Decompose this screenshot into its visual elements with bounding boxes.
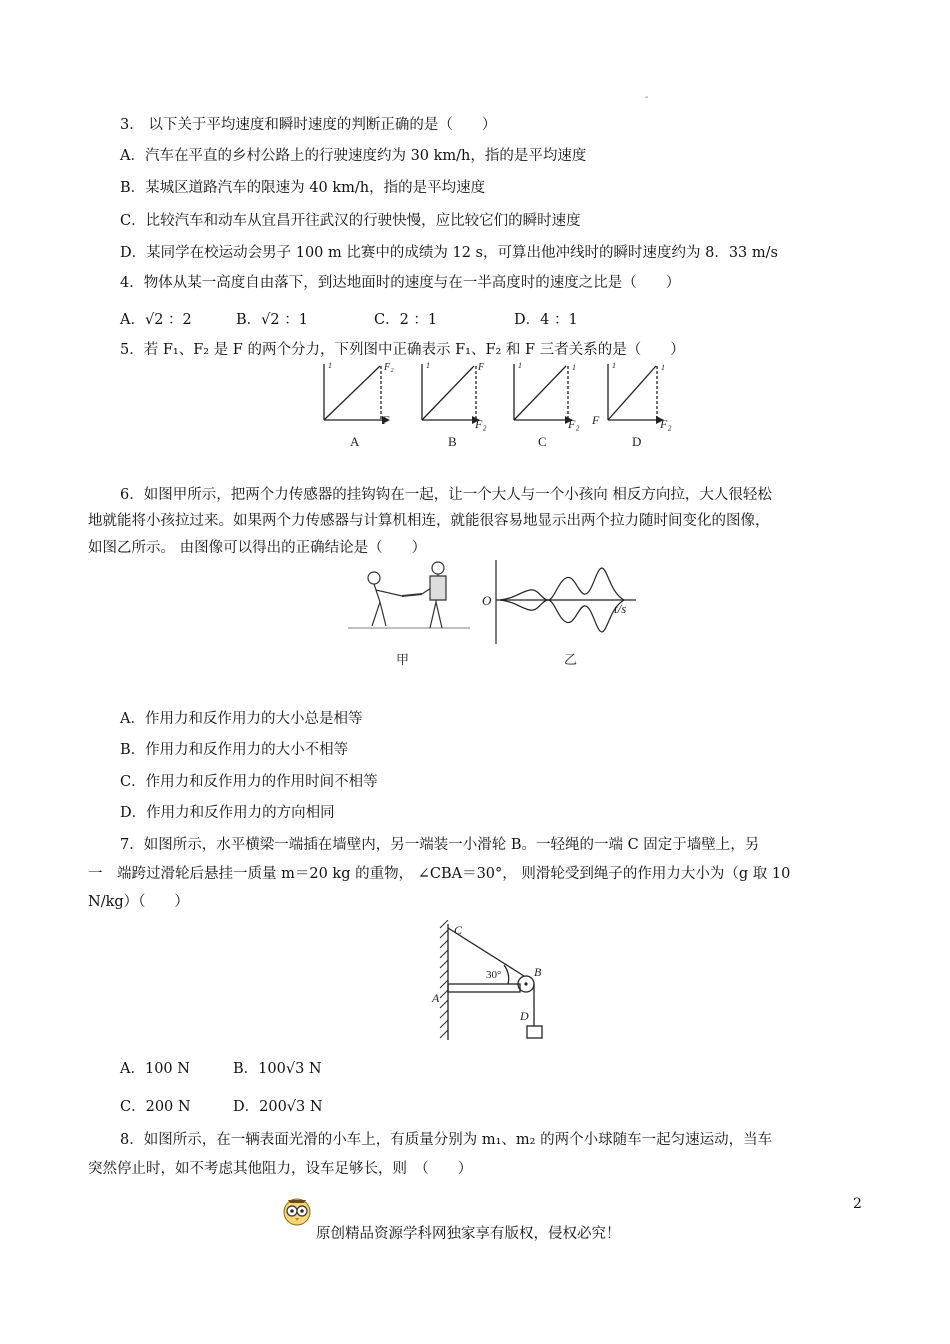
graph-origin: O <box>482 593 492 608</box>
q3-option-d: D．某同学在校运动会男子 100 m 比赛中的成绩为 12 s，可算出他冲线时的瞬时速度约为 8．33 m/s <box>120 245 778 261</box>
q5-figure <box>310 360 680 455</box>
q3-option-b: B．某城区道路汽车的限速为 40 km/h，指的是平均速度 <box>120 180 486 196</box>
q3-option-a: A．汽车在平直的乡村公路上的行驶速度约为 30 km/h，指的是平均速度 <box>120 148 587 164</box>
graph-lower-curve <box>500 600 627 632</box>
graph-b-top-label: F <box>478 362 485 373</box>
graph-d-letter: D <box>632 434 642 449</box>
graph-d-resultant <box>608 366 656 420</box>
label-a: A <box>432 991 440 1005</box>
graph-d-axis-top: 1 <box>612 361 616 370</box>
graph-a-axis-top: 1 <box>328 361 332 370</box>
q4-option-c: C．2 ：1 <box>374 312 438 328</box>
owl-logo-icon <box>282 1196 312 1230</box>
q6-option-d: D．作用力和反作用力的方向相同 <box>120 805 335 821</box>
q5-graphs-svg <box>310 360 680 455</box>
copyright-footer: 原创精品资源学科网独家享有版权，侵权必究！ <box>316 1226 621 1242</box>
graph-a-resultant <box>324 366 380 420</box>
adult-shirt <box>430 576 446 600</box>
q6-stem-line-2: 地就能将小孩拉过来。如果两个力传感器与计算机相连，就能很容易地显示出两个拉力随时间变化的图像， <box>88 513 770 529</box>
q7-stem-line-2: 一 端跨过滑轮后悬挂一质量 m＝20 kg 的重物， ∠CBA＝30°， 则滑轮受到绳子的作用力大小为（g 取 10 <box>88 866 791 882</box>
label-angle: 30° <box>486 969 502 981</box>
q6-figure <box>340 558 650 673</box>
q6-option-a: A．作用力和反作用力的大小总是相等 <box>120 711 363 727</box>
figure-left-label: 甲 <box>396 652 410 667</box>
q6-stem-line-3: 如图乙所示。 由图像可以得出的正确结论是（ ） <box>88 540 427 556</box>
graph-a-bottom-label: F <box>382 413 390 427</box>
q7-option-a: A．100 N <box>120 1061 190 1077</box>
graph-d-bottom-label: F₂ <box>660 417 672 431</box>
q4-stem: 4．物体从某一高度自由落下，到达地面时的速度与在一半高度时的速度之比是（ ） <box>120 275 681 291</box>
label-b: B <box>534 965 542 979</box>
q7-pulley-svg <box>420 920 560 1045</box>
beam <box>448 984 520 992</box>
q6-option-b: B．作用力和反作用力的大小不相等 <box>120 742 349 758</box>
q7-figure <box>420 920 560 1045</box>
q6-stem-line-1: 6．如图甲所示，把两个力传感器的挂钩钩在一起，让一个大人与一个小孩向 相反方向拉，大人很轻松 <box>120 487 772 503</box>
q6-figure-svg <box>340 558 650 673</box>
graph-b-axis-top: 1 <box>426 361 430 370</box>
figure-right-label: 乙 <box>564 652 578 667</box>
graph-upper-curve <box>500 568 624 600</box>
adult-head <box>432 562 444 574</box>
q3-stem: 3． 以下关于平均速度和瞬时速度的判断正确的是（ ） <box>120 117 497 133</box>
graph-d-left-label: F <box>592 413 600 427</box>
q7-option-d: D．200√3 N <box>233 1099 323 1115</box>
q7-stem-line-1: 7．如图所示，水平横梁一端插在墙壁内，另一端装一小滑轮 B。一轻绳的一端 C 固定于墙壁上，另 <box>120 837 760 853</box>
pulley-axle <box>524 982 527 985</box>
q8-stem-line-1: 8．如图所示，在一辆表面光滑的小车上，有质量分别为 m₁、m₂ 的两个小球随车一起匀速运动，当车 <box>120 1132 773 1148</box>
q8-stem-line-2: 突然停止时，如不考虑其他阻力，设车足够长，则 （ ） <box>88 1161 473 1177</box>
graph-c-bottom-label: F₂ <box>568 417 580 431</box>
child-body <box>372 584 402 626</box>
graph-c-resultant <box>514 366 566 420</box>
q7-option-b: B．100√3 N <box>233 1061 322 1077</box>
q3-option-c: C．比较汽车和动车从宜昌开往武汉的行驶快慢，应比较它们的瞬时速度 <box>120 213 581 229</box>
graph-a-letter: A <box>350 434 360 449</box>
child-head <box>368 572 380 584</box>
graph-d-top-label: 1 <box>661 363 665 372</box>
graph-b-resultant <box>422 366 474 420</box>
weight <box>527 1026 542 1038</box>
top-mark: - <box>645 92 649 103</box>
page-number: 2 <box>853 1196 862 1212</box>
q4-option-d: D．4 ：1 <box>514 312 578 328</box>
q4-option-a: A．√2 ：2 <box>120 312 192 328</box>
angle-arc <box>504 965 509 984</box>
graph-b-letter: B <box>448 434 457 449</box>
q6-option-c: C．作用力和反作用力的作用时间不相等 <box>120 774 378 790</box>
graph-t-label: t/s <box>614 601 627 616</box>
tug-of-war-illustration <box>348 562 470 628</box>
sensors <box>402 594 422 596</box>
graph-c-axis-top: 1 <box>518 361 522 370</box>
q7-option-c: C．200 N <box>120 1099 191 1115</box>
graph-a-top-label: F₂ <box>384 362 394 373</box>
q5-stem: 5．若 F₁、F₂ 是 F 的两个分力，下列图中正确表示 F₁、F₂ 和 F 三者关系的是（ ） <box>120 342 685 358</box>
graph-c-letter: C <box>538 434 547 449</box>
label-c: C <box>454 923 463 937</box>
q7-stem-line-3: N/kg）（ ） <box>88 894 189 910</box>
wall-hatching <box>440 920 448 1038</box>
label-d: D <box>520 1009 529 1023</box>
graph-b-bottom-label: F₂ <box>475 417 487 431</box>
graph-c-top-label: 1 <box>572 363 576 372</box>
q4-option-b: B．√2 ：1 <box>236 312 308 328</box>
